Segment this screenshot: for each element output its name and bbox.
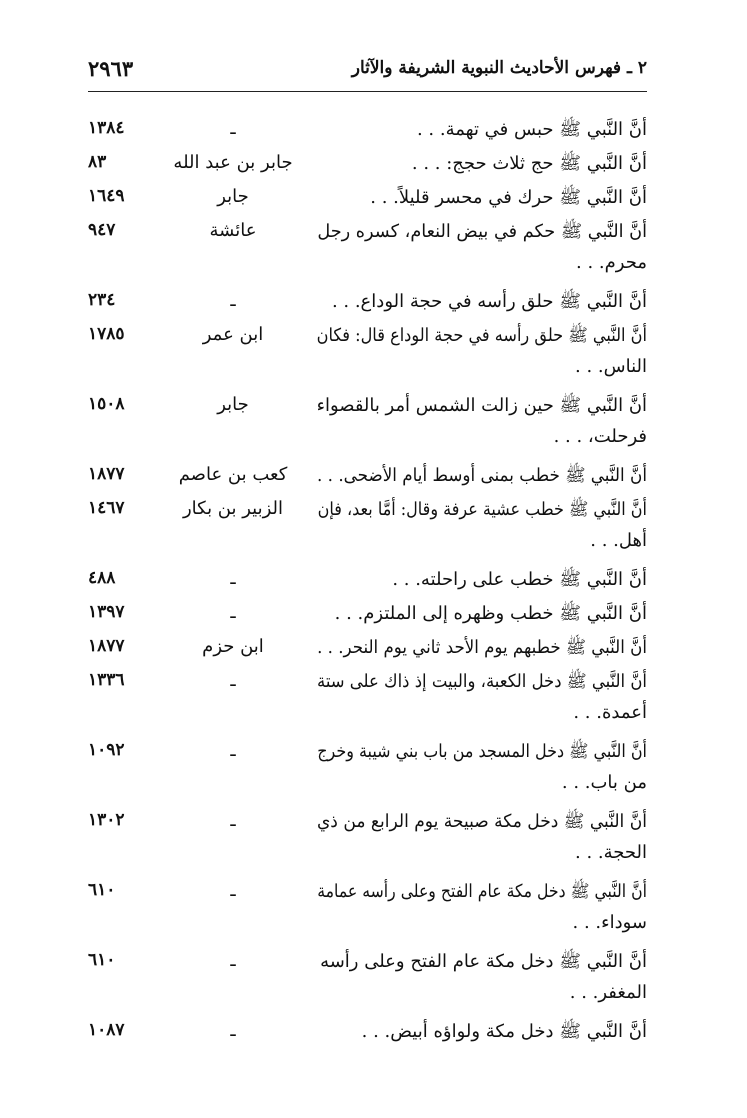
entry-narrator: ـ	[230, 740, 236, 761]
entry-narrator: ـ	[230, 670, 236, 691]
entry-narrator: الزبير بن بكار	[182, 498, 284, 519]
entry-number: ٩٤٧	[88, 220, 116, 240]
index-entry	[88, 390, 647, 460]
entry-text: أنَّ النَّبي ﷺ خطب بمنى أوسط أيام الأضحى. . .	[316, 465, 647, 486]
entry-number: ١٣٠٢	[88, 810, 125, 830]
entry-line	[88, 946, 647, 980]
entry-continuation-line	[88, 700, 647, 736]
index-entry	[88, 736, 647, 806]
entry-continuation-line	[88, 424, 647, 460]
entry-line	[88, 1016, 647, 1050]
entry-line	[88, 216, 647, 250]
entry-line	[88, 666, 647, 700]
entry-continuation: أعمدة. . .	[573, 702, 647, 723]
entry-narrator: ابن حزم	[202, 636, 264, 657]
entry-number: ١٣٣٦	[88, 670, 125, 690]
entry-continuation: المغفر. . .	[569, 982, 647, 1003]
entry-text: أنَّ النَّبي ﷺ دخل مكة عام الفتح وعلى رأسه عمامة	[317, 881, 647, 902]
entry-narrator: ـ	[230, 880, 236, 901]
index-entry	[88, 216, 647, 286]
entry-narrator: كعب بن عاصم	[178, 464, 288, 485]
entry-text: أنَّ النَّبي ﷺ دخل الكعبة، والبيت إذ ذاك على ستة	[317, 671, 647, 692]
entry-line	[88, 390, 647, 424]
entry-text: أنَّ النَّبي ﷺ دخل مكة عام الفتح وعلى رأسه	[320, 951, 647, 972]
entry-continuation-line	[88, 770, 647, 806]
entry-number: ٤٨٨	[88, 568, 116, 588]
hadith-index-list	[88, 114, 647, 1050]
entry-number: ١٤٦٧	[88, 498, 125, 518]
index-entry	[88, 806, 647, 876]
entry-text: أنَّ النَّبي ﷺ خطب على راحلته. . .	[392, 569, 647, 590]
index-entry	[88, 320, 647, 390]
entry-narrator: ـ	[230, 1020, 236, 1041]
entry-line	[88, 806, 647, 840]
entry-number: ١٦٤٩	[88, 186, 125, 206]
entry-number: ١٨٧٧	[88, 464, 125, 484]
entry-line	[88, 148, 647, 182]
entry-text: أنَّ النَّبي ﷺ خطبهم يوم الأحد ثاني يوم النحر. . .	[317, 637, 647, 658]
entry-number: ٦١٠	[88, 880, 116, 900]
entry-narrator: ابن عمر	[202, 324, 264, 345]
entry-continuation-line	[88, 250, 647, 286]
entry-text: أنَّ النَّبي ﷺ خطب عشية عرفة وقال: أمَّا بعد، فإن	[317, 499, 647, 520]
entry-text: أنَّ النَّبي ﷺ حج ثلاث حجج: . . .	[411, 153, 647, 174]
index-entry	[88, 946, 647, 1016]
entry-text: أنَّ النَّبي ﷺ حين زالت الشمس أمر بالقصواء	[316, 395, 647, 416]
running-title: ٢ ـ فهرس الأحاديث النبوية الشريفة والآثار	[351, 58, 647, 78]
entry-continuation: من باب. . .	[561, 772, 647, 793]
entry-continuation-line	[88, 840, 647, 876]
index-entry	[88, 114, 647, 148]
entry-narrator: ـ	[230, 810, 236, 831]
entry-text: أنَّ النَّبي ﷺ دخل مكة ولواؤه أبيض. . .	[361, 1021, 647, 1042]
entry-number: ١٠٩٢	[88, 740, 125, 760]
entry-narrator: جابر	[217, 394, 249, 415]
entry-line	[88, 460, 647, 494]
entry-text: أنَّ النَّبي ﷺ خطب وظهره إلى الملتزم. . .	[334, 603, 647, 624]
entry-continuation-line	[88, 910, 647, 946]
entry-continuation-line	[88, 528, 647, 564]
entry-line	[88, 494, 647, 528]
index-entry	[88, 564, 647, 598]
entry-line	[88, 632, 647, 666]
entry-continuation: الحجة. . .	[575, 842, 647, 863]
header-rule	[88, 91, 647, 92]
entry-narrator: ـ	[230, 118, 236, 139]
entry-number: ٦١٠	[88, 950, 116, 970]
page-number: ٢٩٦٣	[88, 56, 134, 81]
entry-number: ١٣٩٧	[88, 602, 125, 622]
entry-continuation: أهل. . .	[590, 530, 647, 551]
entry-continuation: محرم. . .	[576, 252, 647, 273]
entry-narrator: ـ	[230, 602, 236, 623]
page-header	[88, 56, 647, 86]
entry-narrator: عائشة	[209, 220, 257, 241]
entry-number: ١٠٨٧	[88, 1020, 125, 1040]
entry-continuation-line	[88, 980, 647, 1016]
entry-continuation-line	[88, 354, 647, 390]
index-entry	[88, 286, 647, 320]
entry-text: أنَّ النَّبي ﷺ حكم في بيض النعام، كسره رجل	[317, 221, 647, 242]
entry-text: أنَّ النَّبي ﷺ حلق رأسه في حجة الوداع قال: فكان	[316, 325, 647, 346]
index-entry	[88, 182, 647, 216]
index-entry	[88, 632, 647, 666]
index-entry	[88, 494, 647, 564]
entry-text: أنَّ النَّبي ﷺ حبس في تهمة. . .	[416, 119, 647, 140]
entry-line	[88, 114, 647, 148]
entry-text: أنَّ النَّبي ﷺ حلق رأسه في حجة الوداع. . .	[331, 291, 647, 312]
entry-number: ١٧٨٥	[88, 324, 125, 344]
entry-continuation: فرحلت، . . .	[553, 426, 647, 447]
index-entry	[88, 666, 647, 736]
entry-narrator: ـ	[230, 568, 236, 589]
entry-line	[88, 876, 647, 910]
entry-continuation: سوداء. . .	[572, 912, 647, 933]
index-entry	[88, 460, 647, 494]
entry-number: ١٨٧٧	[88, 636, 125, 656]
entry-line	[88, 598, 647, 632]
entry-text: أنَّ النَّبي ﷺ دخل مكة صبيحة يوم الرابع من ذي	[316, 811, 647, 832]
entry-narrator: جابر	[217, 186, 249, 207]
index-entry	[88, 598, 647, 632]
entry-number: ٨٣	[88, 152, 107, 172]
entry-number: ٢٣٤	[88, 290, 116, 310]
entry-narrator: جابر بن عبد الله	[173, 152, 293, 173]
entry-number: ١٣٨٤	[88, 118, 125, 138]
entry-line	[88, 564, 647, 598]
entry-narrator: ـ	[230, 290, 236, 311]
entry-line	[88, 182, 647, 216]
entry-text: أنَّ النَّبي ﷺ دخل المسجد من باب بني شيبة وخرج	[317, 741, 647, 762]
entry-number: ١٥٠٨	[88, 394, 125, 414]
entry-narrator: ـ	[230, 950, 236, 971]
entry-continuation: الناس. . .	[575, 356, 647, 377]
index-entry	[88, 1016, 647, 1050]
entry-line	[88, 286, 647, 320]
entry-line	[88, 736, 647, 770]
entry-line	[88, 320, 647, 354]
entry-text: أنَّ النَّبي ﷺ حرك في محسر قليلاً. . .	[370, 187, 647, 208]
index-entry	[88, 876, 647, 946]
index-entry	[88, 148, 647, 182]
